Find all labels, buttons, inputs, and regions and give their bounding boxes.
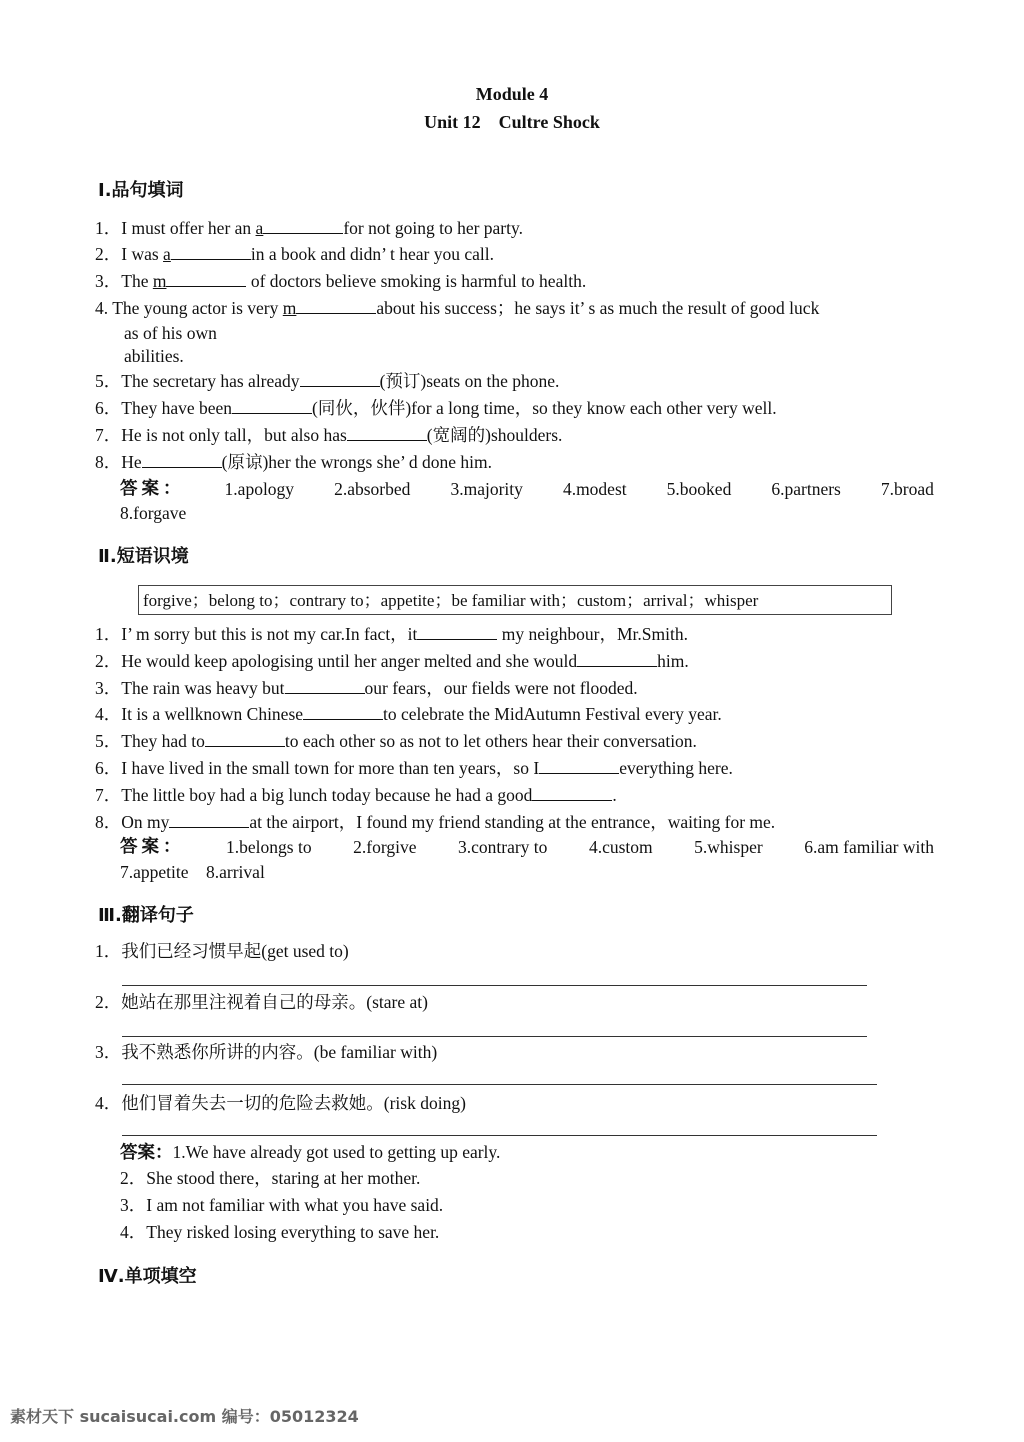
fill-blank[interactable] (296, 297, 376, 314)
item-text-pre: They have been (121, 398, 233, 418)
item-number: 2． (95, 992, 122, 1012)
item-text-pre: On my (121, 812, 170, 832)
item-text: 我不熟悉你所讲的内容。(be familiar with) (121, 1042, 438, 1062)
answer-line-3 (122, 1084, 877, 1085)
fill-blank[interactable] (300, 370, 380, 387)
answer-label: 答案： (120, 1143, 173, 1163)
item-text-post: to celebrate the MidAutumn Festival every year. (383, 704, 722, 724)
item4-continuation-1: as of his own (124, 323, 217, 343)
item-text-pre: He is not only tall，but also has (121, 425, 347, 445)
fill-blank[interactable] (347, 424, 427, 441)
sec1-item (95, 397, 934, 419)
sec2-item (95, 623, 934, 645)
answer-item: 4.custom (588, 837, 653, 857)
item-text-pre: The young actor is very (112, 298, 283, 318)
item-text: 他们冒着失去一切的危险去救她。(risk doing) (121, 1093, 466, 1113)
fill-blank[interactable] (285, 677, 365, 694)
item-number: 7． (95, 425, 122, 445)
watermark-footer: 素材天下 sucaisucai.com 编号：05012324 (10, 1407, 359, 1426)
item-text-post: (宽阔的)shoulders. (426, 425, 563, 445)
item-number: 2． (95, 651, 122, 671)
item-text-pre: I’ m sorry but this is not my car.In fact，it (121, 624, 418, 644)
answer-label: 答案： (120, 837, 185, 857)
answer-text: 4．They risked losing everything to save her. (120, 1222, 440, 1242)
item-text-post: for not going to her party. (343, 218, 523, 238)
answer-item: 5.whisper (694, 837, 763, 857)
item-text-pre: I must offer her an (121, 218, 256, 238)
item-number: 3． (95, 678, 122, 698)
sec2-item (95, 757, 934, 779)
item4-continuation-2: abilities. (124, 346, 184, 366)
sec1-item (95, 424, 934, 446)
item-number: 1． (95, 218, 122, 238)
fill-blank[interactable] (232, 397, 312, 414)
answer-item: 3.contrary to (458, 837, 548, 857)
answer-line-2 (122, 1036, 867, 1037)
fill-blank[interactable] (166, 270, 246, 287)
item-hint-letter: a (163, 244, 171, 264)
item-text-post: him. (657, 651, 689, 671)
item-number: 1． (95, 941, 122, 961)
item-text: 她站在那里注视着自己的母亲。(stare at) (121, 992, 428, 1012)
item-text-post: (预订)seats on the phone. (379, 371, 560, 391)
sec1-item (95, 217, 934, 239)
section-1-answer-last: 8.forgave (120, 503, 187, 523)
sec2-item (95, 811, 934, 833)
answer-item: 1.belongs to (226, 837, 312, 857)
item-number: 6． (95, 758, 122, 778)
item-text-post: in a book and didn’ t hear you call. (250, 244, 494, 264)
item-text-pre: The little boy had a big lunch today because he had a good (121, 785, 533, 805)
item-hint-letter: m (152, 271, 167, 291)
item-text-post: (同伙，伙伴)for a long time，so they know each other very well. (312, 398, 777, 418)
item-text-post: about his success；he says it’ s as much the result of good luck (376, 298, 820, 318)
answer-item: 2.forgive (353, 837, 417, 857)
fill-blank[interactable] (303, 703, 383, 720)
translation-item (95, 1041, 934, 1063)
item-text-post: . (612, 785, 617, 805)
sec1-item (95, 370, 934, 392)
item-number: 4． (95, 704, 122, 724)
item-number: 6． (95, 398, 122, 418)
item-text: 我们已经习惯早起(get used to) (121, 941, 349, 961)
item-text-pre: The secretary has already (121, 371, 300, 391)
section-1-title: Ⅰ.品句填词 (98, 180, 184, 201)
answer-item: 1.apology (224, 479, 295, 499)
item-hint-letter: a (255, 218, 264, 238)
translation-answer (120, 1167, 934, 1189)
item-number: 3． (95, 271, 122, 291)
translation-item (95, 940, 934, 962)
translation-item (95, 1092, 934, 1114)
answer-text: 2．She stood there，staring at her mother. (120, 1168, 421, 1188)
item-text-post: my neighbour，Mr.Smith. (497, 624, 688, 644)
section-2-answers (120, 836, 934, 858)
answer-item: 5.booked (666, 479, 732, 499)
sec1-item (95, 270, 934, 292)
item-number: 5． (95, 731, 122, 751)
item-number: 7． (95, 785, 122, 805)
item-text-post: (原谅)her the wrongs she’ d done him. (221, 452, 493, 472)
answer-item: 4.modest (562, 479, 627, 499)
answer-item: 7.broad (880, 479, 934, 499)
translation-item (95, 991, 934, 1013)
answer-line-4 (122, 1135, 877, 1136)
item-text-pre: The (121, 271, 153, 291)
unit-title: Unit 12 Cultre Shock (424, 112, 600, 132)
item-text-post: our fears，our fields were not flooded. (364, 678, 638, 698)
sec1-item (95, 297, 934, 319)
item-text-post: of doctors believe smoking is harmful to health. (246, 271, 587, 291)
section-2-answer-last: 7.appetite 8.arrival (120, 862, 265, 882)
fill-blank[interactable] (532, 784, 612, 801)
translation-answer (120, 1221, 934, 1243)
item-text-pre: I have lived in the small town for more than ten years，so I (121, 758, 540, 778)
fill-blank[interactable] (417, 623, 497, 640)
item-number: 2． (95, 244, 122, 264)
section-3-title: Ⅲ.翻译句子 (98, 905, 194, 926)
item-number: 4． (95, 1093, 122, 1113)
section-4-title: Ⅳ.单项填空 (98, 1266, 197, 1287)
fill-blank[interactable] (263, 217, 343, 234)
item-text-post: at the airport，I found my friend standing at the entrance，waiting for me. (249, 812, 776, 832)
item-number: 8． (95, 812, 122, 832)
translation-answer (120, 1194, 934, 1216)
item-number: 8． (95, 452, 122, 472)
item-text-post: to each other so as not to let others hear their conversation. (284, 731, 697, 751)
sec2-item (95, 650, 934, 672)
item-number: 4. (95, 298, 113, 318)
sec2-item (95, 784, 934, 806)
item-text-pre: They had to (121, 731, 205, 751)
answer-text: 3．I am not familiar with what you have said. (120, 1195, 444, 1215)
sec2-item (95, 730, 934, 752)
item-text-pre: He would keep apologising until her anger melted and she would (121, 651, 578, 671)
answer-item: 6.am familiar with (804, 837, 934, 857)
sec2-item (95, 703, 934, 725)
item-text-pre: He (121, 452, 142, 472)
fill-blank[interactable] (205, 730, 285, 747)
word-bank-box: forgive；belong to；contrary to；appetite；be familiar with；custom；arrival；whisper (138, 585, 892, 615)
answer-item: 6.partners (771, 479, 841, 499)
item-hint-letter: m (282, 298, 297, 318)
module-title: Module 4 (475, 84, 549, 104)
answer-item: 3.majority (450, 479, 523, 499)
answer-text: 1.We have already got used to getting up early. (172, 1142, 501, 1162)
fill-blank[interactable] (539, 757, 619, 774)
fill-blank[interactable] (171, 243, 251, 260)
section-1-answers (120, 478, 934, 500)
item-text-pre: The rain was heavy but (121, 678, 285, 698)
fill-blank[interactable] (169, 811, 249, 828)
item-text-pre: I was (121, 244, 164, 264)
item-number: 5． (95, 371, 122, 391)
fill-blank[interactable] (142, 451, 222, 468)
item-text-pre: It is a wellknown Chinese (121, 704, 304, 724)
item-number: 3． (95, 1042, 122, 1062)
answer-item: 2.absorbed (334, 479, 411, 499)
sec1-item (95, 451, 934, 473)
item-text-post: everything here. (619, 758, 733, 778)
translation-answer (120, 1141, 934, 1164)
answer-line-1 (122, 985, 867, 986)
fill-blank[interactable] (577, 650, 657, 667)
item-number: 1． (95, 624, 122, 644)
section-2-title: Ⅱ.短语识境 (98, 546, 189, 567)
answer-label: 答案： (120, 479, 185, 499)
sec2-item (95, 677, 934, 699)
sec1-item (95, 243, 934, 265)
